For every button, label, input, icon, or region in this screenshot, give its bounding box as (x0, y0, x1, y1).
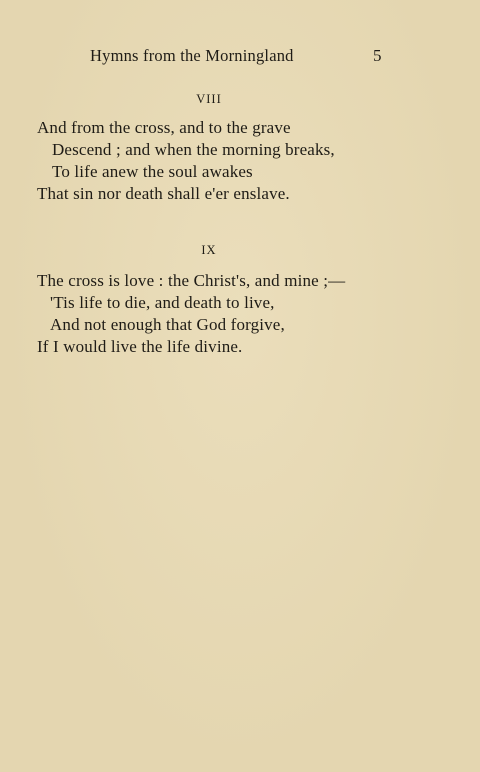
verse-line: And from the cross, and to the grave (37, 118, 291, 137)
running-title: Hymns from the Morningland (90, 46, 294, 65)
verse-line: The cross is love : the Christ's, and mine ;— (37, 271, 346, 290)
verse-line: And not enough that God forgive, (50, 315, 285, 334)
section-numeral-ix: IX (201, 243, 217, 257)
verse-line: That sin nor death shall e'er enslave. (37, 184, 290, 203)
verse-line: If I would live the life divine. (37, 337, 243, 356)
verse-line: To life anew the soul awakes (52, 162, 253, 181)
page-number: 5 (373, 46, 382, 65)
verse-line: 'Tis life to die, and death to live, (50, 293, 275, 312)
verse-line: Descend ; and when the morning breaks, (52, 140, 335, 159)
section-numeral-viii: VIII (196, 92, 222, 106)
